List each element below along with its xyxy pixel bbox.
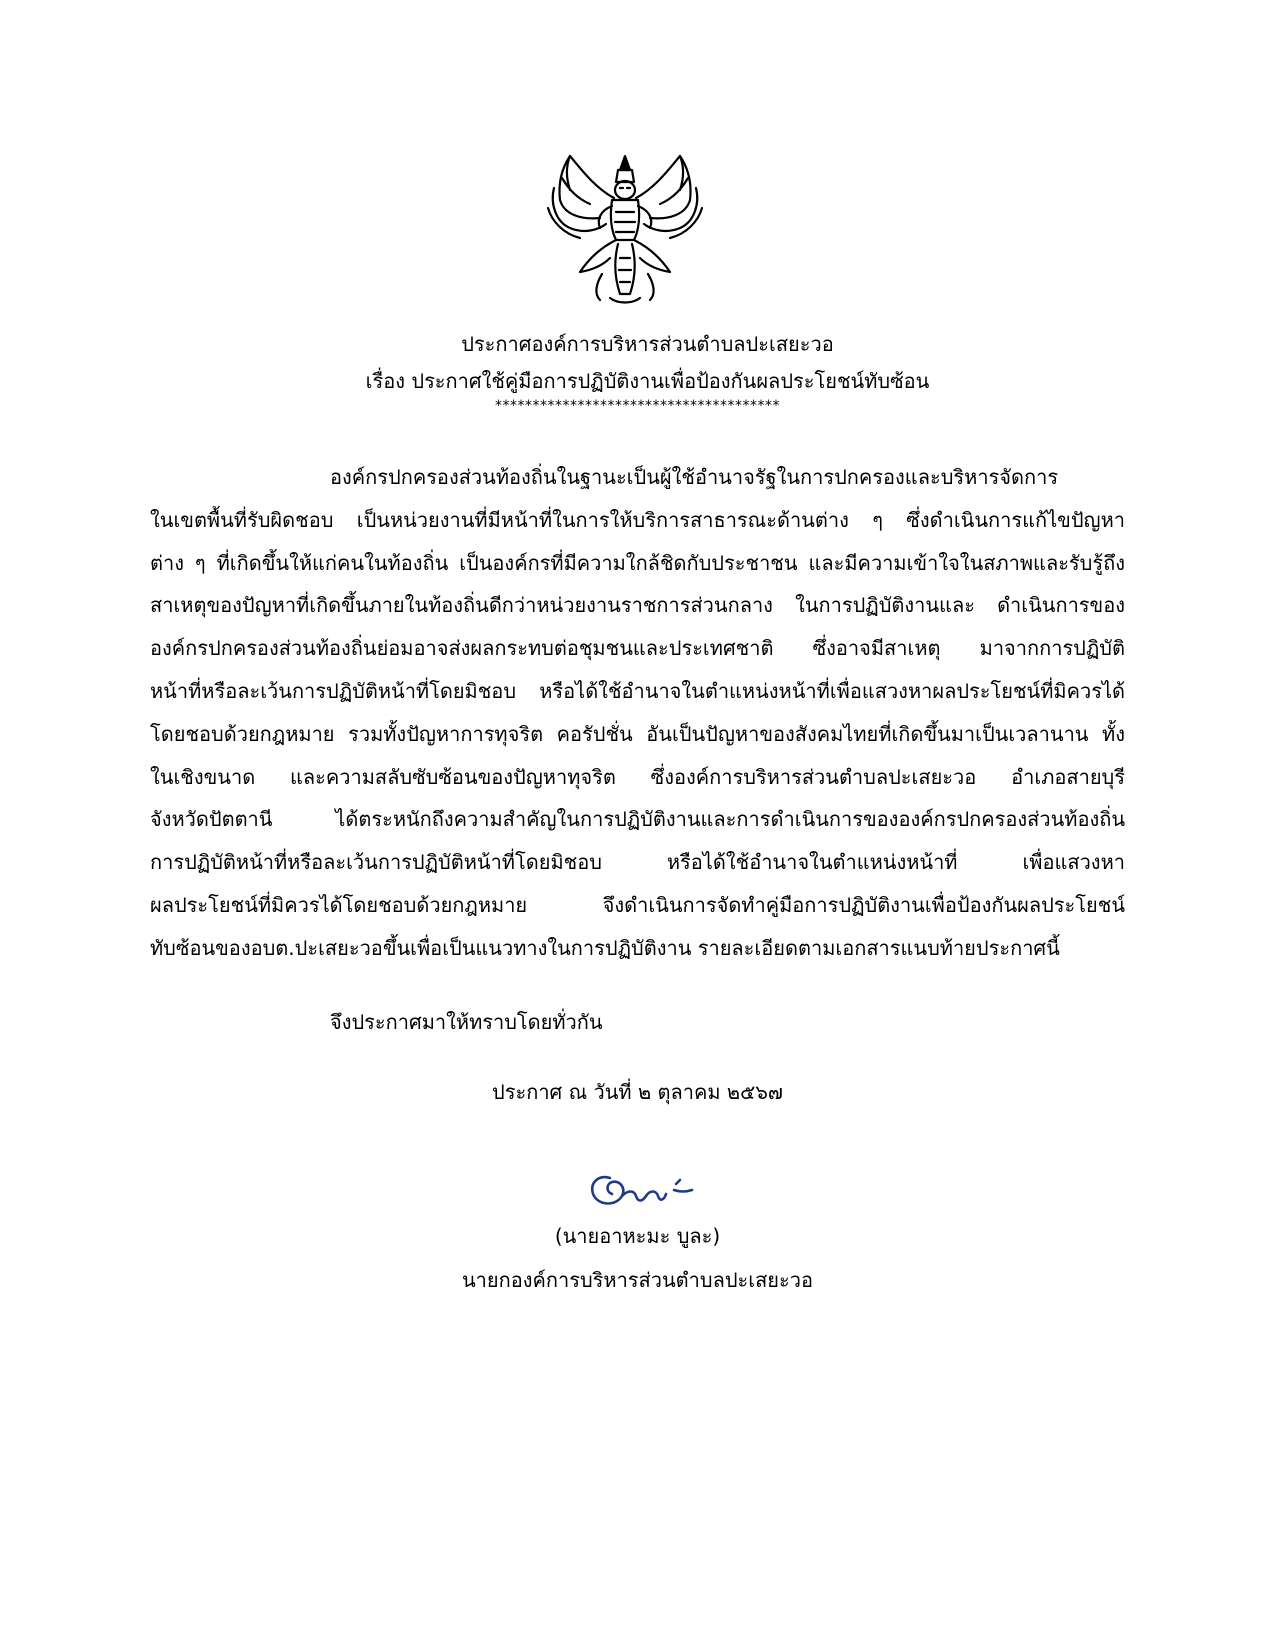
body-line: โดยชอบด้วยกฎหมาย รวมทั้งปัญหาการทุจริต คอรัปชั่น อันเป็นปัญหาของสังคมไทยที่เกิดขึ้นมาเป็นเวลานาน ทั้ง (150, 721, 1125, 746)
announcement-subject: เรื่อง ประกาศใช้คู่มือการปฏิบัติงานเพื่อป้องกันผลประโยชน์ทับซ้อน (365, 369, 930, 393)
body-line: ทับซ้อนของอบต.ปะเสยะวอขึ้นเพื่อเป็นแนวทางในการปฏิบัติงาน รายละเอียดตามเอกสารแนบท้ายประกาศนี้ (150, 935, 1060, 960)
body-line: ผลประโยชน์ที่มิควรได้โดยชอบด้วยกฎหมาย จึงดำเนินการจัดทำคู่มือการปฏิบัติงานเพื่อป้องกันผลประโยชน์ (150, 892, 1125, 917)
announcement-body (150, 456, 1125, 970)
body-line: องค์กรปกครองส่วนท้องถิ่นในฐานะเป็นผู้ใช้อำนาจรัฐในการปกครองและบริหารจัดการ (330, 465, 1059, 489)
body-line: จังหวัดปัตตานี ได้ตระหนักถึงความสำคัญในการปฏิบัติงานและการดำเนินการขององค์กรปกครองส่วนท้องถิ่น (150, 807, 1125, 832)
body-line: ต่าง ๆ ที่เกิดขึ้นให้แก่คนในท้องถิ่น เป็นองค์กรที่มีความใกล้ชิดกับประชาชน และมีความเข้าใจในสภาพและรับรู้ถึง (150, 550, 1125, 575)
closing-statement: จึงประกาศมาให้ทราบโดยทั่วกัน (330, 1010, 603, 1034)
body-line: สาเหตุของปัญหาที่เกิดขึ้นภายในท้องถิ่นดีกว่าหน่วยงานราชการส่วนกลาง ในการปฏิบัติงานและ ดำเนินการของ (150, 593, 1125, 618)
announcement-date: ประกาศ ณ วันที่ ๒ ตุลาคม ๒๕๖๗ (492, 1080, 783, 1104)
signature-image (580, 1160, 700, 1220)
body-line: การปฏิบัติหน้าที่หรือละเว้นการปฏิบัติหน้าที่โดยมิชอบ หรือได้ใช้อำนาจในตำแหน่งหน้าที่ เพื่อแสวงหา (150, 850, 1125, 875)
garuda-emblem-icon (540, 148, 710, 308)
body-line: องค์กรปกครองส่วนท้องถิ่นย่อมอาจส่งผลกระทบต่อชุมชนและประเทศชาติ ซึ่งอาจมีสาเหตุ มาจากการปฏิบัติ (150, 636, 1125, 661)
body-line: ในเชิงขนาด และความสลับซับซ้อนของปัญหาทุจริต ซึ่งองค์การบริหารส่วนตำบลปะเสยะวอ อำเภอสายบุรี (150, 764, 1125, 789)
announcement-title: ประกาศองค์การบริหารส่วนตำบลปะเสยะวอ (461, 332, 834, 356)
body-line: ในเขตพื้นที่รับผิดชอบ เป็นหน่วยงานที่มีหน้าที่ในการให้บริการสาธารณะด้านต่าง ๆ ซึ่งดำเนินการแก้ไขปัญหา (150, 507, 1125, 532)
signer-name: (นายอาหะมะ บูละ) (554, 1224, 721, 1248)
signer-position: นายกองค์การบริหารส่วนตำบลปะเสยะวอ (461, 1268, 814, 1292)
separator-line: ************************************** (495, 398, 780, 414)
body-line: หน้าที่หรือละเว้นการปฏิบัติหน้าที่โดยมิชอบ หรือได้ใช้อำนาจในตำแหน่งหน้าที่เพื่อแสวงหาผลประโยชน์ที่มิควรได้ (150, 678, 1125, 703)
